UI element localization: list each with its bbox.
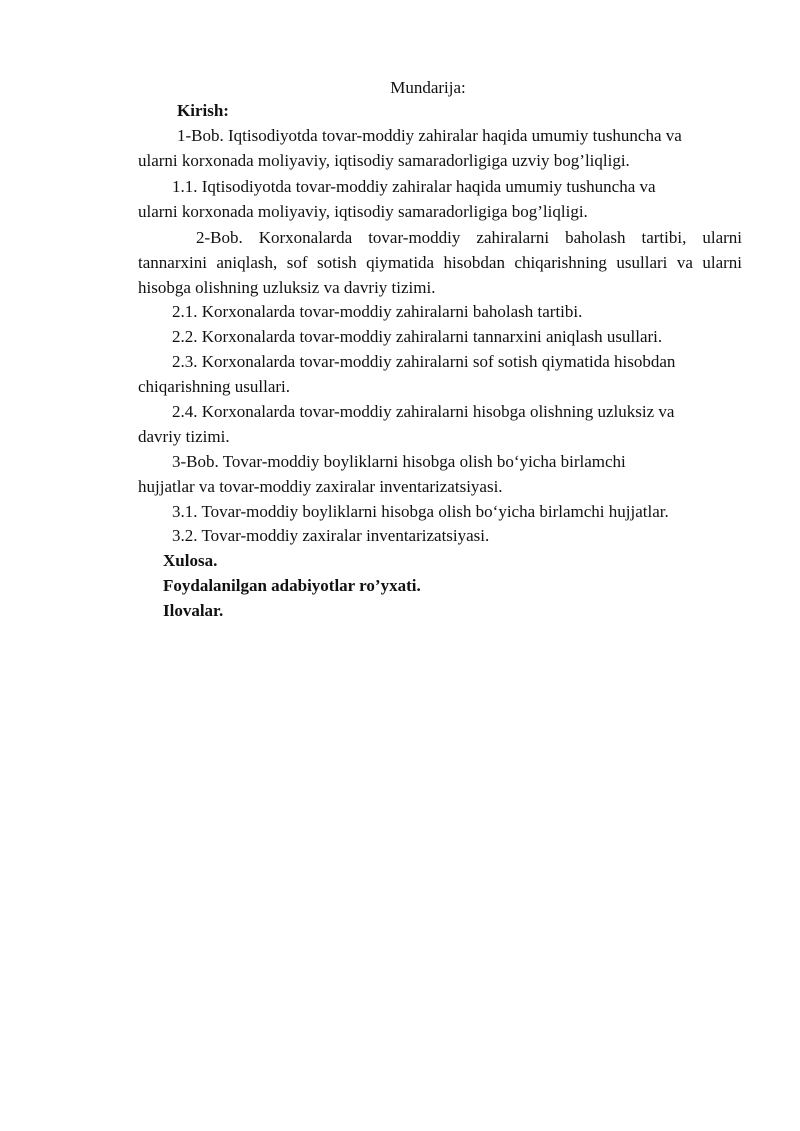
- toc-item-adabiyotlar: Foydalanilgan adabiyotlar ro’yxati.: [163, 576, 421, 595]
- toc-item-2-2: 2.2. Korxonalarda tovar-moddiy zahiralarni tannarxini aniqlash usullari.: [172, 327, 663, 346]
- toc-item-2-4-cont: davriy tizimi.: [138, 427, 230, 446]
- toc-item-3-2: 3.2. Tovar-moddiy zaxiralar inventarizatsiyasi.: [172, 526, 490, 545]
- toc-item-2-1: 2.1. Korxonalarda tovar-moddiy zahiralarni baholash tartibi.: [172, 302, 583, 321]
- toc-item-1-1: 1.1. Iqtisodiyotda tovar-moddiy zahiralar haqida umumiy tushuncha va: [172, 177, 656, 196]
- toc-item-bob1-cont: ularni korxonada moliyaviy, iqtisodiy samaradorligiga uzviy bog’liqligi.: [138, 151, 630, 170]
- toc-title: Mundarija:: [390, 78, 466, 97]
- toc-item-bob3-cont: hujjatlar va tovar-moddiy zaxiralar inventarizatsiyasi.: [138, 477, 503, 496]
- toc-item-ilovalar: Ilovalar.: [163, 601, 224, 620]
- toc-item-kirish: Kirish:: [177, 101, 229, 120]
- toc-item-2-3-cont: chiqarishning usullari.: [138, 377, 291, 396]
- toc-item-2-3: 2.3. Korxonalarda tovar-moddiy zahiralarni sof sotish qiymatida hisobdan: [172, 352, 676, 371]
- toc-item-bob1: 1-Bob. Iqtisodiyotda tovar-moddiy zahiralar haqida umumiy tushuncha va: [177, 126, 682, 145]
- toc-item-bob2: 2-Bob. Korxonalarda tovar-moddiy zahiralarni baholash tartibi, ularni tannarxini aniqlash, sof sotish qiymatida hisobdan chiqarishning usullari va ularni hisobga olishning uzluksiz va davriy tizimi.: [138, 228, 742, 297]
- toc-item-bob3: 3-Bob. Tovar-moddiy boyliklarni hisobga olish bo‘yicha birlamchi: [172, 452, 626, 471]
- toc-item-xulosa: Xulosa.: [163, 551, 218, 570]
- toc-item-1-1-cont: ularni korxonada moliyaviy, iqtisodiy samaradorligiga bog’liqligi.: [138, 202, 588, 221]
- toc-item-3-1: 3.1. Tovar-moddiy boyliklarni hisobga olish bo‘yicha birlamchi hujjatlar.: [172, 502, 669, 521]
- toc-item-2-4: 2.4. Korxonalarda tovar-moddiy zahiralarni hisobga olishning uzluksiz va: [172, 402, 675, 421]
